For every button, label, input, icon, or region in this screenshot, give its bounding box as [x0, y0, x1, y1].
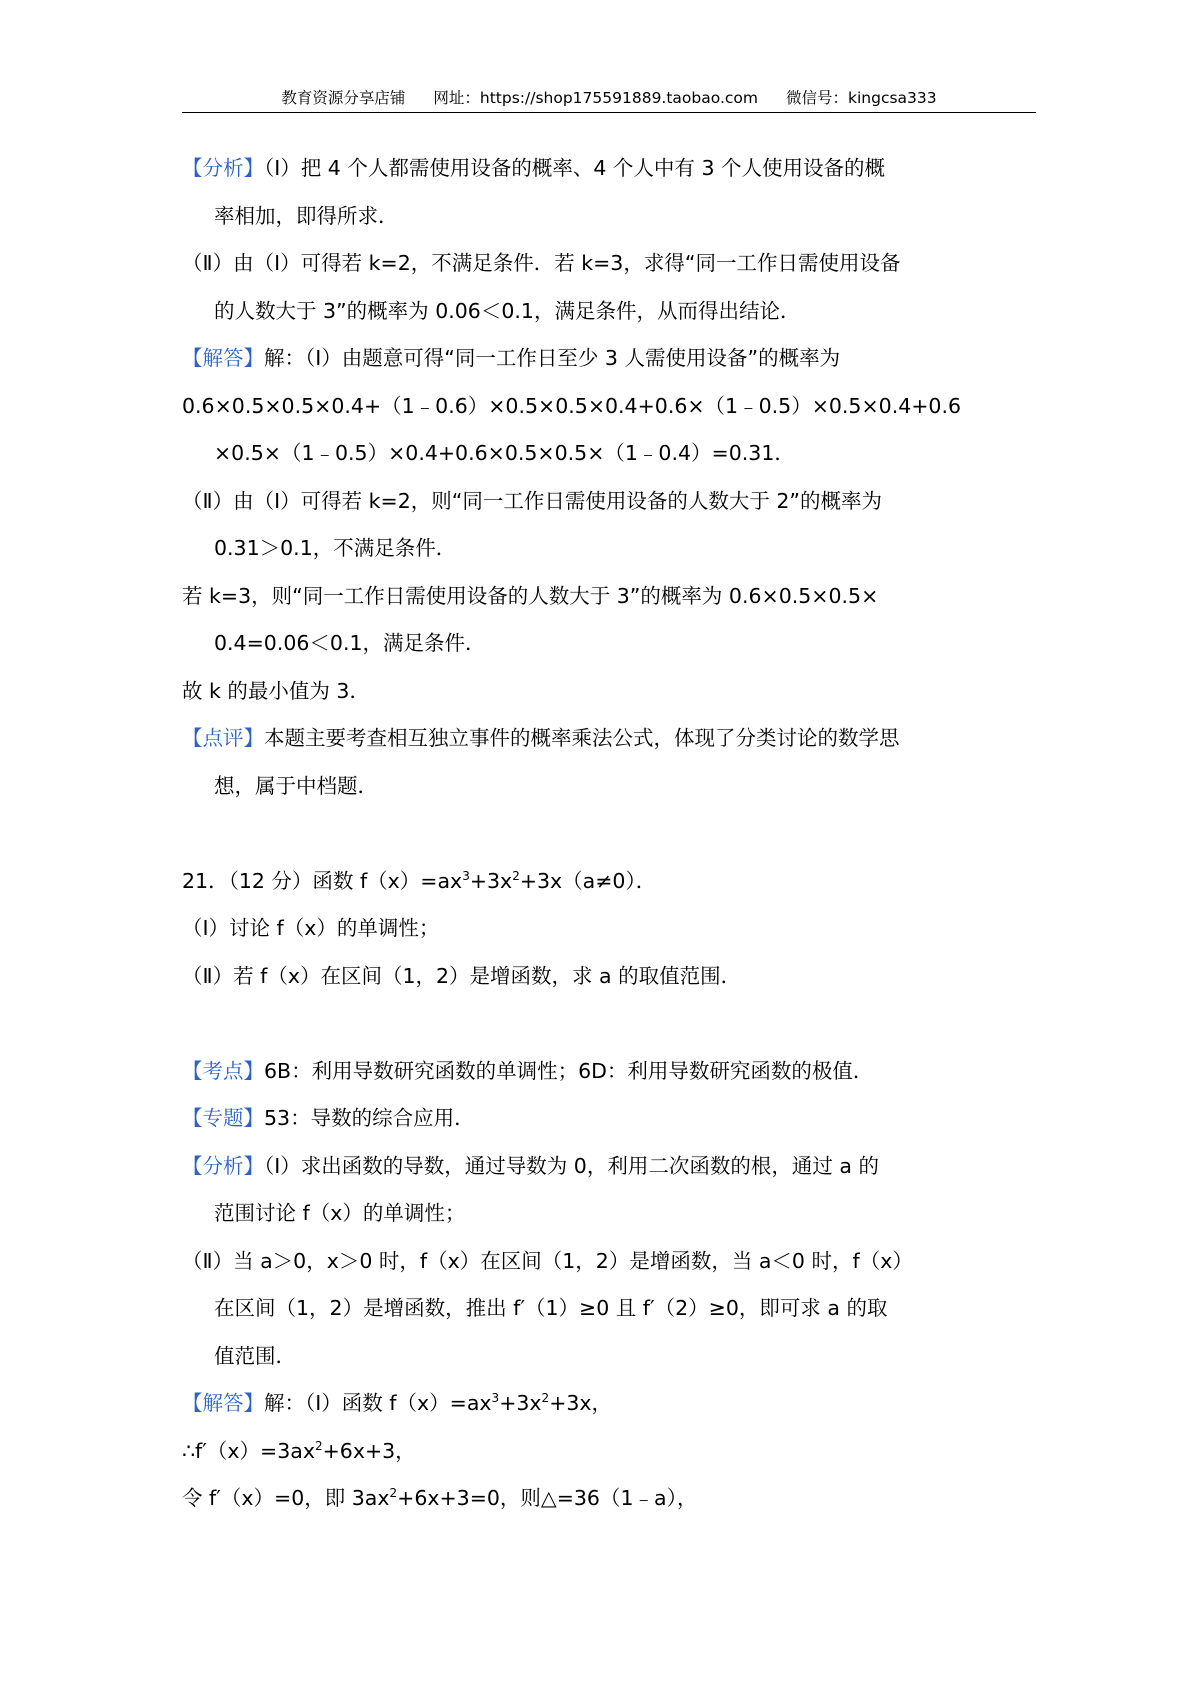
special-tag: 【专题】	[182, 1106, 264, 1130]
question-1	[182, 905, 1038, 953]
wechat-id: 微信号：kingcsa333	[786, 89, 937, 107]
analysis-text: （Ⅰ）求出函数的导数，通过导数为 0，利用二次函数的根，通过 a 的	[264, 1153, 879, 1178]
analysis-tag: 【分析】	[182, 156, 264, 180]
zero-text: +6x+3=0，则△=36（1﹣a），	[397, 1486, 698, 1510]
exponent: 2	[389, 1486, 398, 1500]
comment-text: 本题主要考查相互独立事件的概率乘法公式，体现了分类讨论的数学思	[264, 726, 900, 750]
problem-21-stem	[182, 858, 1038, 906]
analysis-paragraph	[182, 145, 1038, 240]
solution-paragraph	[182, 1380, 1038, 1428]
solution-text: （Ⅱ）由（Ⅰ）可得若 k=2，则“同一工作日需使用设备的人数大于 2”的概率为	[182, 488, 883, 513]
topic-tag: 【考点】	[182, 1058, 264, 1083]
solution-part2	[182, 478, 1038, 573]
stem-text: +3x	[469, 868, 513, 893]
stem-text: +3x（a≠0）．	[519, 868, 657, 893]
solution-text: 解：（Ⅰ）由题意可得“同一工作日至少 3 人需使用设备”的概率为	[264, 346, 841, 370]
analysis-text: 的人数大于 3”的概率为 0.06＜0.1，满足条件，从而得出结论．	[214, 298, 801, 323]
shop-url[interactable]: https://shop175591889.taobao.com	[479, 89, 758, 107]
comment-tag: 【点评】	[182, 726, 264, 750]
zero-text: 令 f′（x）=0，即 3ax	[182, 1486, 390, 1510]
question-text: （Ⅰ）讨论 f（x）的单调性；	[182, 916, 440, 940]
zero-line	[182, 1475, 1038, 1523]
conclusion-text: 故 k 的最小值为 3．	[182, 678, 370, 703]
analysis-tag: 【分析】	[182, 1153, 264, 1178]
solution-tag: 【解答】	[182, 346, 264, 370]
analysis-part2	[182, 240, 1038, 335]
derivative-line	[182, 1428, 1038, 1476]
calculation-text: 0.6×0.5×0.5×0.4+（1﹣0.6）×0.5×0.5×0.4+0.6×（1﹣0.5）×0.5×0.4+0.6	[182, 393, 962, 418]
solution-text: 0.31＞0.1，不满足条件．	[214, 536, 457, 560]
spacer	[182, 1000, 1038, 1048]
analysis-text: 在区间（1，2）是增函数，推出 f′（1）≥0 且 f′（2）≥0，即可求 a 的取	[214, 1296, 888, 1320]
solution-text: 0.4=0.06＜0.1，满足条件．	[214, 631, 486, 655]
solution-tag: 【解答】	[182, 1391, 264, 1415]
solution-text: 解：（Ⅰ）函数 f（x）=ax	[264, 1391, 492, 1415]
stem-text: 21．（12 分）函数 f（x）=ax	[182, 868, 463, 893]
solution-text: +3x	[499, 1391, 542, 1415]
analysis-text: 率相加，即得所求．	[214, 203, 399, 228]
question-2	[182, 953, 1038, 1001]
analysis-paragraph	[182, 1143, 1038, 1238]
special-text: 53：导数的综合应用．	[264, 1106, 475, 1130]
document-body	[182, 145, 1038, 1523]
spacer	[182, 810, 1038, 858]
exponent: 2	[314, 1438, 323, 1453]
shop-name: 教育资源分享店铺	[281, 89, 406, 107]
derivative-text: ∴f′（x）=3ax	[182, 1438, 315, 1463]
derivative-text: +6x+3，	[322, 1438, 416, 1463]
topic-text: 6B：利用导数研究函数的单调性；6D：利用导数研究函数的极值．	[264, 1058, 874, 1083]
analysis-part2	[182, 1238, 1038, 1381]
exponent: 2	[541, 1391, 550, 1405]
exponent: 3	[462, 868, 470, 883]
k3-case	[182, 573, 1038, 668]
comment-text: 想，属于中档题．	[214, 773, 378, 798]
page-header	[182, 86, 1036, 110]
header-divider	[182, 112, 1036, 113]
analysis-text: （Ⅰ）把 4 个人都需使用设备的概率、4 个人中有 3 个人使用设备的概	[264, 156, 886, 180]
analysis-text: （Ⅱ）当 a＞0，x＞0 时，f（x）在区间（1，2）是增函数，当 a＜0 时，f（x）	[182, 1248, 913, 1273]
solution-text: +3x，	[549, 1391, 613, 1415]
solution-text: 若 k=3，则“同一工作日需使用设备的人数大于 3”的概率为 0.6×0.5×0.5×	[182, 583, 879, 608]
solution-paragraph	[182, 335, 1038, 383]
analysis-text: 范围讨论 f（x）的单调性；	[214, 1201, 466, 1225]
calculation-text: ×0.5×（1﹣0.5）×0.4+0.6×0.5×0.5×（1﹣0.4）=0.31．	[214, 441, 795, 465]
calculation-line	[182, 383, 1038, 478]
conclusion	[182, 668, 1038, 716]
topic-paragraph	[182, 1048, 1038, 1096]
exponent: 2	[512, 868, 520, 883]
analysis-text: （Ⅱ）由（Ⅰ）可得若 k=2，不满足条件．若 k=3，求得“同一工作日需使用设备	[182, 251, 901, 275]
exponent: 3	[491, 1391, 500, 1405]
special-paragraph	[182, 1095, 1038, 1143]
question-text: （Ⅱ）若 f（x）在区间（1，2）是增函数，求 a 的取值范围．	[182, 963, 742, 988]
comment-paragraph	[182, 715, 1038, 810]
analysis-text: 值范围．	[214, 1343, 296, 1368]
url-label: 网址：	[433, 89, 480, 107]
